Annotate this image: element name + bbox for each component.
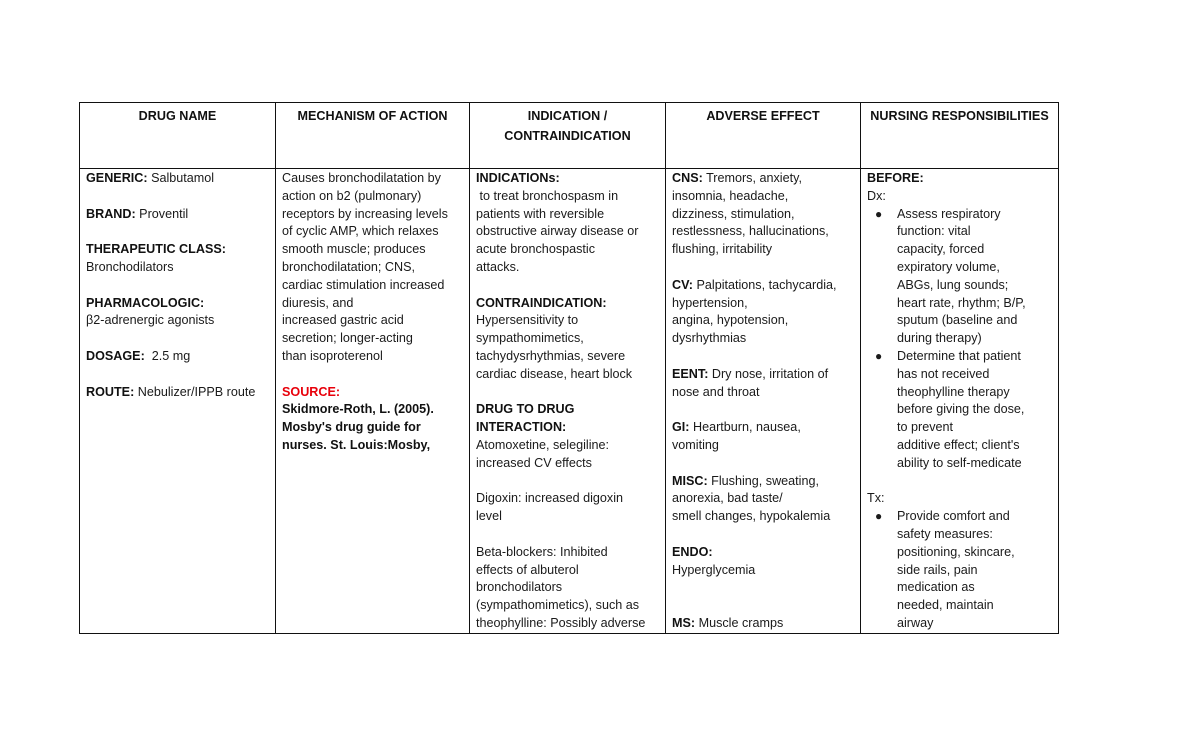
cns-effects: CNS: Tremors, anxiety, <box>672 171 802 185</box>
indication-cell <box>470 169 666 634</box>
list-item: ● Determine that patient has not received theophylline therapy before giving the dose, to prevent additive effect; client's ability to self-medicate <box>875 348 1025 470</box>
interaction-line: Beta-blockers: Inhibited <box>476 544 608 559</box>
therapeutic-class-label: THERAPEUTIC CLASS: <box>86 242 226 257</box>
mechanism-line: of cyclic AMP, which relaxes <box>282 224 439 239</box>
cv-line: hypertension, <box>672 295 748 310</box>
gi-line: vomiting <box>672 437 719 452</box>
nursing-cell <box>861 169 1059 634</box>
header-mechanism: MECHANISM OF ACTION <box>276 103 470 169</box>
interaction-line: level <box>476 509 502 524</box>
gi-effects: GI: Heartburn, nausea, <box>672 420 801 435</box>
cns-line: flushing, irritability <box>672 242 773 257</box>
mechanism-line: smooth muscle; produces <box>282 242 426 257</box>
cns-line: restlessness, hallucinations, <box>672 224 829 239</box>
indication-line: patients with reversible <box>476 206 605 221</box>
ms-effects: MS: Muscle cramps <box>672 615 784 630</box>
misc-line: anorexia, bad taste/ <box>672 491 783 506</box>
contraindication-line: tachydysrhythmias, severe <box>476 348 626 363</box>
header-drug-name: DRUG NAME <box>80 103 276 169</box>
contraindication-line: sympathomimetics, <box>476 331 584 346</box>
eent-line: nose and throat <box>672 384 760 399</box>
cv-line: dysrhythmias <box>672 331 747 346</box>
mechanism-line: action on b2 (pulmonary) <box>282 188 422 203</box>
cns-line: insomnia, headache, <box>672 188 789 203</box>
mechanism-line: secretion; longer-acting <box>282 331 413 346</box>
source-citation-line: nurses. St. Louis:Mosby, <box>282 437 431 452</box>
tx-list <box>867 508 1052 633</box>
cv-line: angina, hypotension, <box>672 313 789 328</box>
endo-label: ENDO: <box>672 544 713 559</box>
indication-line: attacks. <box>476 259 520 274</box>
mechanism-line: bronchodilatation; CNS, <box>282 259 416 274</box>
drug-name-cell <box>80 169 276 634</box>
interaction-line: theophylline: Possibly adverse <box>476 615 646 630</box>
header-row <box>80 103 1059 169</box>
mechanism-line: increased gastric acid <box>282 313 404 328</box>
mechanism-cell <box>276 169 470 634</box>
misc-effects: MISC: Flushing, sweating, <box>672 473 819 488</box>
before-label: BEFORE: <box>867 171 924 185</box>
mechanism-line: receptors by increasing levels <box>282 206 448 221</box>
tx-label: Tx: <box>867 491 885 506</box>
interaction-line: effects of albuterol <box>476 562 579 577</box>
bullet-icon: ● <box>875 348 883 363</box>
pharmacologic-label: PHARMACOLOGIC: <box>86 295 205 310</box>
source-citation-line: Skidmore-Roth, L. (2005). <box>282 402 434 417</box>
header-nursing: NURSING RESPONSIBILITIES <box>861 103 1059 169</box>
adverse-effect-cell <box>666 169 861 634</box>
mechanism-line: than isoproterenol <box>282 348 383 363</box>
misc-line: smell changes, hypokalemia <box>672 509 831 524</box>
dx-list <box>867 206 1052 473</box>
list-item: ● Provide comfort and safety measures: positioning, skincare, side rails, pain medication as needed, maintain airway <box>875 509 1015 630</box>
interaction-line: Atomoxetine, selegiline: <box>476 437 610 452</box>
cv-effects: CV: Palpitations, tachycardia, <box>672 277 837 292</box>
pharmacologic-value: β2-adrenergic agonists <box>86 313 215 328</box>
dosage: DOSAGE: 2.5 mg <box>86 348 191 363</box>
indications-label: INDICATIONs: <box>476 171 560 185</box>
cns-line: dizziness, stimulation, <box>672 206 795 221</box>
drug-study-table <box>79 102 1059 634</box>
brand-name: BRAND: Proventil <box>86 206 189 221</box>
list-item: ● Assess respiratory function: vital capacity, forced expiratory volume, ABGs, lung sounds; heart rate, rhythm; B/P, sputum (baseline and during therapy) <box>875 206 1026 346</box>
interaction-label: DRUG TO DRUG INTERACTION: <box>476 402 575 435</box>
therapeutic-class-value: Bronchodilators <box>86 259 174 274</box>
generic-name: GENERIC: Salbutamol <box>86 171 215 185</box>
indication-line: to treat bronchospasm in <box>476 188 619 203</box>
contraindication-line: cardiac disease, heart block <box>476 366 633 381</box>
route: ROUTE: Nebulizer/IPPB route <box>86 384 256 399</box>
interaction-line: increased CV effects <box>476 455 592 470</box>
endo-line: Hyperglycemia <box>672 562 756 577</box>
bullet-icon: ● <box>875 206 883 221</box>
bullet-icon: ● <box>875 509 883 524</box>
interaction-line: (sympathomimetics), such as <box>476 598 640 613</box>
source-label: SOURCE: <box>282 384 341 399</box>
indication-line: acute bronchospastic <box>476 242 596 257</box>
dx-label: Dx: <box>867 188 886 203</box>
indication-line: obstructive airway disease or <box>476 224 639 239</box>
interaction-line: bronchodilators <box>476 580 563 595</box>
mechanism-line: diuresis, and <box>282 295 354 310</box>
mechanism-line: cardiac stimulation increased <box>282 277 445 292</box>
mechanism-line: Causes bronchodilatation by <box>282 171 441 185</box>
contraindication-label: CONTRAINDICATION: <box>476 295 607 310</box>
interaction-line: Digoxin: increased digoxin <box>476 491 624 506</box>
eent-effects: EENT: Dry nose, irritation of <box>672 366 829 381</box>
header-adverse-effect: ADVERSE EFFECT <box>666 103 861 169</box>
header-indication: INDICATION / CONTRAINDICATION <box>470 103 666 169</box>
drug-row <box>80 169 1059 634</box>
source-citation-line: Mosby's drug guide for <box>282 420 421 435</box>
contraindication-line: Hypersensitivity to <box>476 313 579 328</box>
